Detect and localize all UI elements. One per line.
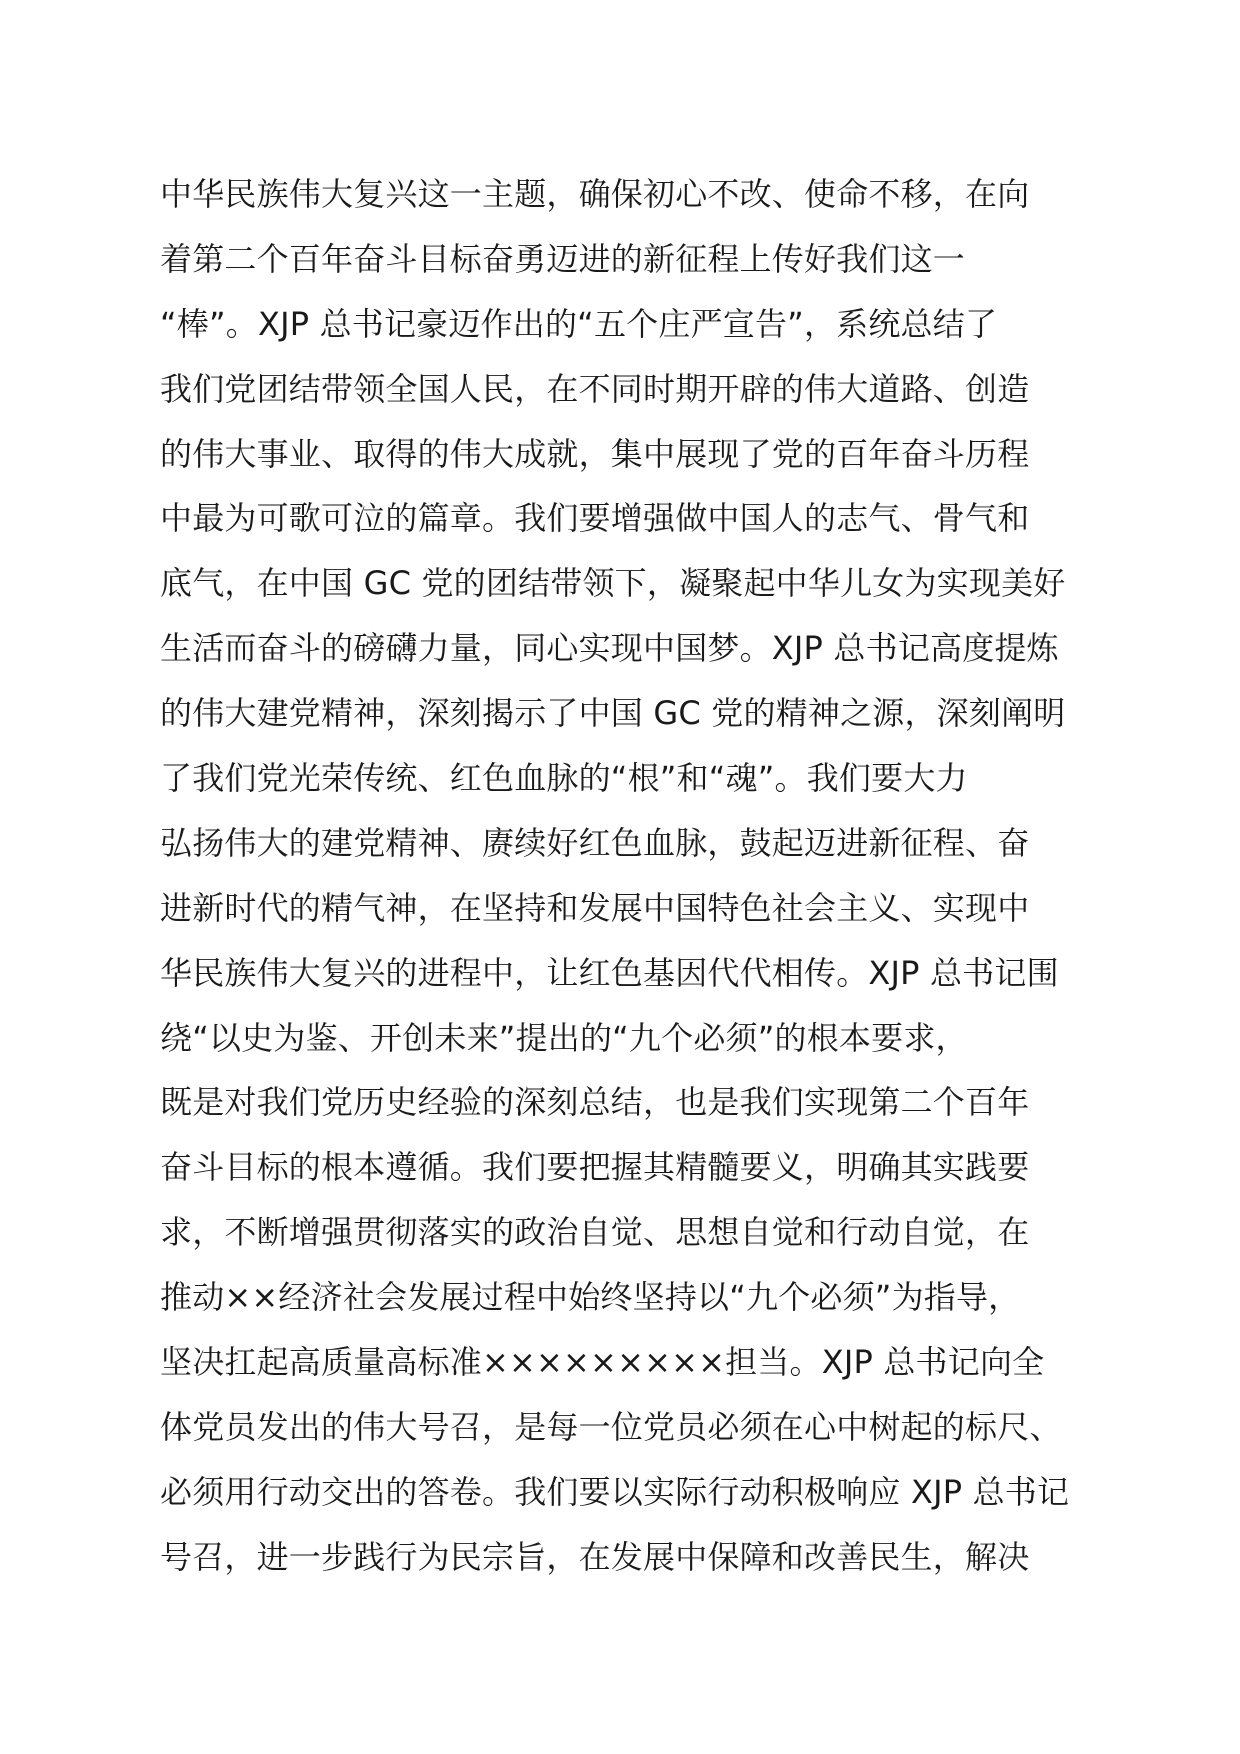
text-line-7: 底气，在中国 GC 党的团结带领下，凝聚起中华儿女为实现美好: [160, 564, 1066, 603]
text-line-8: 生活而奋斗的磅礴力量，同心实现中国梦。XJP 总书记高度提炼: [160, 629, 1059, 668]
text-line-2: 着第二个百年奋斗目标奋勇迈进的新征程上传好我们这一: [160, 239, 966, 278]
text-line-19: 坚决扛起高质量高标准×××××××××担当。XJP 总书记向全: [160, 1343, 1045, 1382]
text-line-17: 求，不断增强贯彻落实的政治自觉、思想自觉和行动自觉，在: [160, 1213, 1030, 1252]
text-line-13: 华民族伟大复兴的进程中，让红色基因代代相传。XJP 总书记围: [160, 953, 1059, 992]
text-line-6: 中最为可歌可泣的篇章。我们要增强做中国人的志气、骨气和: [160, 499, 1030, 538]
text-line-1: 中华民族伟大复兴这一主题，确保初心不改、使命不移，在向: [160, 175, 1030, 213]
text-line-21: 必须用行动交出的答卷。我们要以实际行动积极响应 XJP 总书记: [160, 1472, 1070, 1511]
body-text: [160, 162, 1120, 1590]
text-line-9: 的伟大建党精神，深刻揭示了中国 GC 党的精神之源，深刻阐明: [160, 694, 1066, 733]
text-line-18: 推动××经济社会发展过程中始终坚持以“九个必须”为指导，: [160, 1278, 1021, 1317]
text-line-14: 绕“以史为鉴、开创未来”提出的“九个必须”的根本要求，: [160, 1018, 968, 1057]
text-line-11: 弘扬伟大的建党精神、赓续好红色血脉，鼓起迈进新征程、奋: [160, 823, 1030, 862]
text-line-15: 既是对我们党历史经验的深刻总结，也是我们实现第二个百年: [160, 1083, 1030, 1122]
text-line-4: 我们党团结带领全国人民，在不同时期开辟的伟大道路、创造: [160, 369, 1030, 408]
text-line-5: 的伟大事业、取得的伟大成就，集中展现了党的百年奋斗历程: [160, 434, 1030, 473]
text-line-3: “棒”。XJP 总书记豪迈作出的“五个庄严宣告”，系统总结了: [160, 304, 998, 343]
text-line-10: 了我们党光荣传统、红色血脉的“根”和“魂”。我们要大力: [160, 759, 968, 798]
text-line-22: 号召，进一步践行为民宗旨，在发展中保障和改善民生，解决: [160, 1537, 1030, 1576]
text-line-12: 进新时代的精气神，在坚持和发展中国特色社会主义、实现中: [160, 888, 1030, 927]
text-line-20: 体党员发出的伟大号召，是每一位党员必须在心中树起的标尺、: [160, 1407, 1062, 1446]
text-line-16: 奋斗目标的根本遵循。我们要把握其精髓要义，明确其实践要: [160, 1148, 1030, 1187]
